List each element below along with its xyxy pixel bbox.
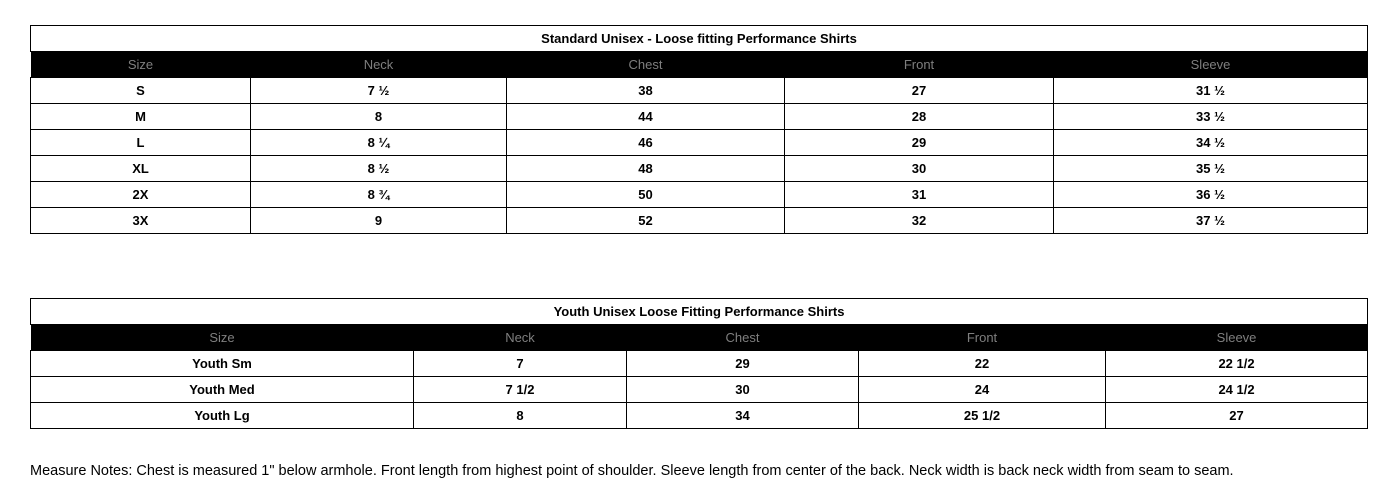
size-cell: 3X — [31, 208, 251, 234]
column-header-front: Front — [785, 52, 1054, 78]
chest-cell: 50 — [507, 182, 785, 208]
size-cell: Youth Med — [31, 377, 414, 403]
chest-cell: 29 — [627, 351, 859, 377]
chest-cell: 46 — [507, 130, 785, 156]
standard-size-table — [30, 25, 1368, 234]
chest-cell: 38 — [507, 78, 785, 104]
sleeve-cell: 31 ½ — [1054, 78, 1368, 104]
size-cell: Youth Lg — [31, 403, 414, 429]
chest-cell: 44 — [507, 104, 785, 130]
size-cell: 2X — [31, 182, 251, 208]
column-header-front: Front — [859, 325, 1106, 351]
youth-header-row — [31, 325, 1368, 351]
front-cell: 32 — [785, 208, 1054, 234]
column-header-sleeve: Sleeve — [1106, 325, 1368, 351]
sleeve-cell: 37 ½ — [1054, 208, 1368, 234]
neck-cell: 7 ½ — [251, 78, 507, 104]
sleeve-cell: 33 ½ — [1054, 104, 1368, 130]
front-cell: 22 — [859, 351, 1106, 377]
size-cell: S — [31, 78, 251, 104]
sleeve-cell: 34 ½ — [1054, 130, 1368, 156]
table-row — [31, 351, 1368, 377]
front-cell: 29 — [785, 130, 1054, 156]
size-cell: XL — [31, 156, 251, 182]
front-cell: 24 — [859, 377, 1106, 403]
chest-cell: 52 — [507, 208, 785, 234]
standard-header-row — [31, 52, 1368, 78]
size-cell: Youth Sm — [31, 351, 414, 377]
table-row — [31, 156, 1368, 182]
measure-notes: Measure Notes: Chest is measured 1" below armhole. Front length from highest point of shoulder. Sleeve length from center of the back. Neck width is back neck width from seam to seam. — [30, 463, 1234, 479]
neck-cell: 8 ½ — [251, 156, 507, 182]
column-header-neck: Neck — [414, 325, 627, 351]
sleeve-cell: 27 — [1106, 403, 1368, 429]
column-header-neck: Neck — [251, 52, 507, 78]
table-row — [31, 377, 1368, 403]
column-header-sleeve: Sleeve — [1054, 52, 1368, 78]
standard-table-title: Standard Unisex - Loose fitting Performance Shirts — [31, 26, 1368, 52]
neck-cell: 9 — [251, 208, 507, 234]
neck-cell: 8 — [414, 403, 627, 429]
sleeve-cell: 22 1/2 — [1106, 351, 1368, 377]
table-row — [31, 104, 1368, 130]
sleeve-cell: 36 ½ — [1054, 182, 1368, 208]
chest-cell: 34 — [627, 403, 859, 429]
table-row — [31, 403, 1368, 429]
neck-cell: 7 1/2 — [414, 377, 627, 403]
column-header-size: Size — [31, 325, 414, 351]
table-row — [31, 78, 1368, 104]
neck-cell: 8 ¾ — [251, 182, 507, 208]
column-header-size: Size — [31, 52, 251, 78]
table-row — [31, 130, 1368, 156]
front-cell: 25 1/2 — [859, 403, 1106, 429]
sleeve-cell: 24 1/2 — [1106, 377, 1368, 403]
sleeve-cell: 35 ½ — [1054, 156, 1368, 182]
table-row — [31, 182, 1368, 208]
neck-cell: 8 — [251, 104, 507, 130]
table-row — [31, 208, 1368, 234]
front-cell: 31 — [785, 182, 1054, 208]
size-cell: L — [31, 130, 251, 156]
neck-cell: 8 ¼ — [251, 130, 507, 156]
column-header-chest: Chest — [627, 325, 859, 351]
size-cell: M — [31, 104, 251, 130]
youth-table-title: Youth Unisex Loose Fitting Performance Shirts — [31, 299, 1368, 325]
front-cell: 28 — [785, 104, 1054, 130]
youth-size-table — [30, 298, 1368, 429]
column-header-chest: Chest — [507, 52, 785, 78]
front-cell: 27 — [785, 78, 1054, 104]
neck-cell: 7 — [414, 351, 627, 377]
front-cell: 30 — [785, 156, 1054, 182]
chest-cell: 30 — [627, 377, 859, 403]
chest-cell: 48 — [507, 156, 785, 182]
